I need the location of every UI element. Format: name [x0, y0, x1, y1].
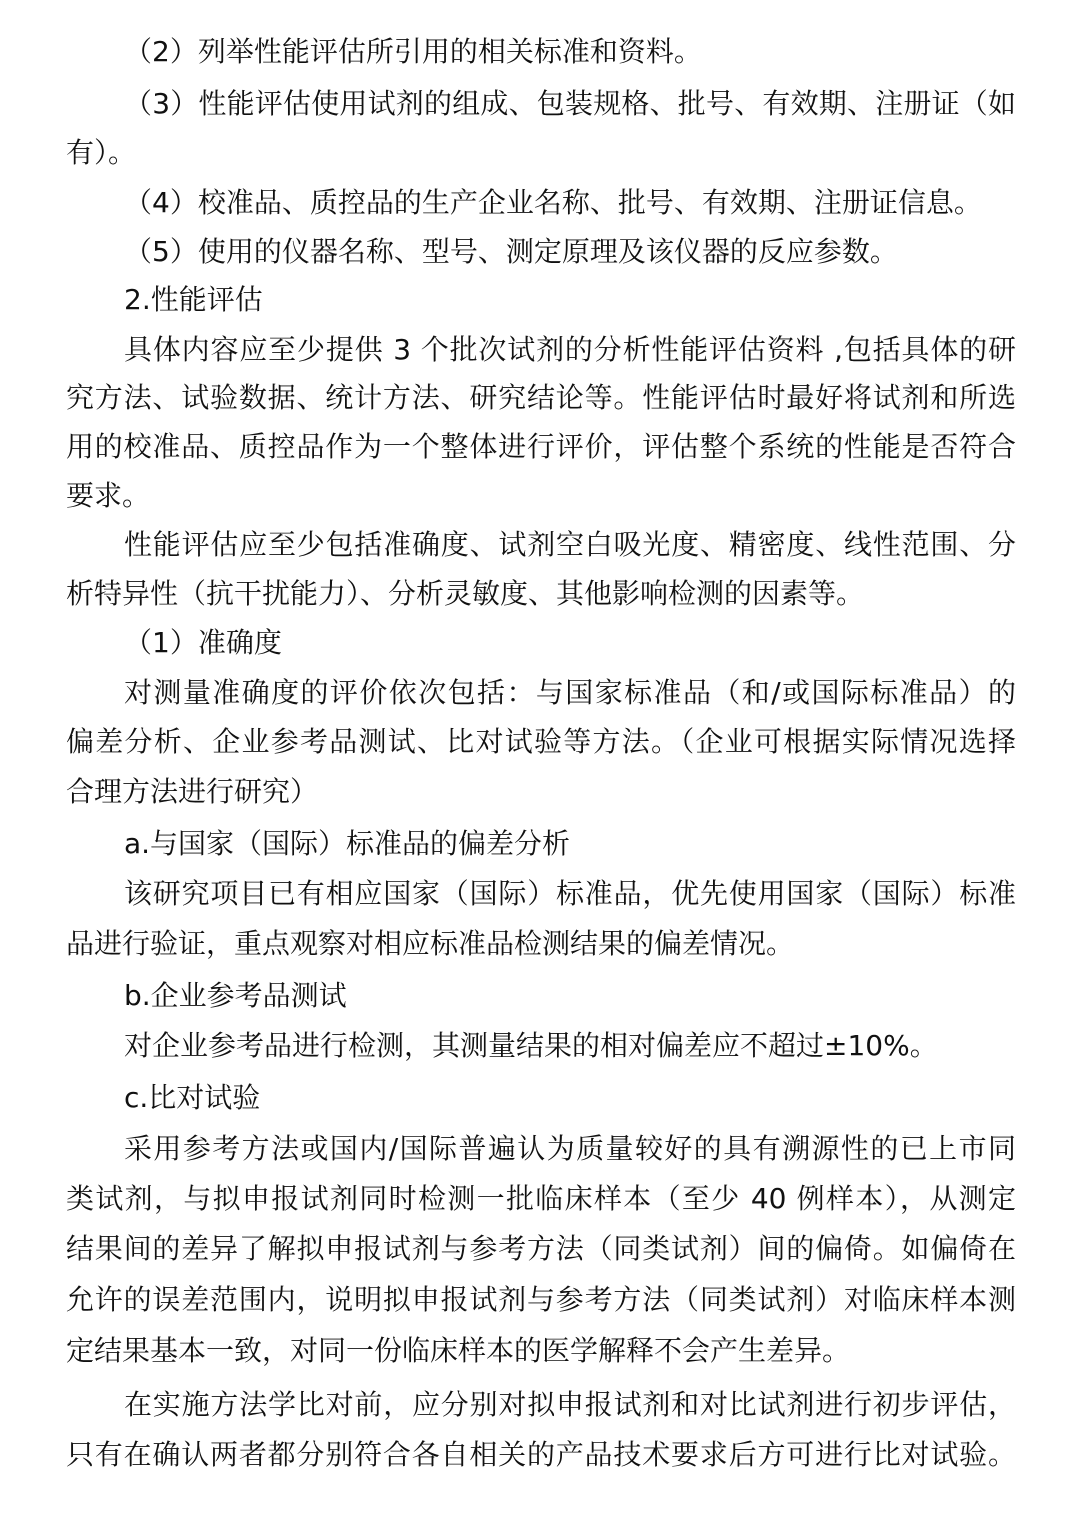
text-line: （2）列举性能评估所引用的相关标准和资料。 — [124, 35, 702, 68]
text-line: 定结果基本一致，对同一份临床样本的医学解释不会产生差异。 — [66, 1334, 851, 1367]
text-line: 析特异性（抗干扰能力）、分析灵敏度、其他影响检测的因素等。 — [66, 577, 865, 610]
text-line: 对测量准确度的评价依次包括：与国家标准品（和/或国际标准品）的 — [124, 676, 1016, 709]
text-line: 允许的误差范围内，说明拟申报试剂与参考方法（同类试剂）对临床样本测 — [66, 1283, 1016, 1316]
text-line: 该研究项目已有相应国家（国际）标准品，优先使用国家（国际）标准 — [124, 877, 1016, 910]
text-line: （3）性能评估使用试剂的组成、包装规格、批号、有效期、注册证（如 — [124, 87, 1016, 120]
subheading: a.与国家（国际）标准品的偏差分析 — [124, 827, 571, 860]
text-line: 类试剂，与拟申报试剂同时检测一批临床样本（至少 40 例样本），从测定 — [66, 1182, 1016, 1215]
text-line: 采用参考方法或国内/国际普遍认为质量较好的具有溯源性的已上市同 — [124, 1132, 1016, 1165]
text-line: 究方法、试验数据、统计方法、研究结论等。性能评估时最好将试剂和所选 — [66, 381, 1016, 414]
subheading: （1）准确度 — [124, 626, 282, 659]
text-line: 结果间的差异了解拟申报试剂与参考方法（同类试剂）间的偏倚。如偏倚在 — [66, 1232, 1016, 1265]
section-heading: 2.性能评估 — [124, 283, 263, 316]
text-line: （4）校准品、质控品的生产企业名称、批号、有效期、注册证信息。 — [124, 186, 982, 219]
text-line: 品进行验证，重点观察对相应标准品检测结果的偏差情况。 — [66, 927, 795, 960]
text-line: 只有在确认两者都分别符合各自相关的产品技术要求后方可进行比对试验。 — [66, 1438, 1016, 1471]
text-line: 要求。 — [66, 479, 151, 512]
subheading: c.比对试验 — [124, 1081, 261, 1114]
text-line: （5）使用的仪器名称、型号、测定原理及该仪器的反应参数。 — [124, 235, 898, 268]
text-line: 偏差分析、企业参考品测试、比对试验等方法。（企业可根据实际情况选择 — [66, 725, 1016, 758]
text-line: 在实施方法学比对前，应分别对拟申报试剂和对比试剂进行初步评估， — [124, 1388, 1016, 1421]
text-line: 用的校准品、质控品作为一个整体进行评价，评估整个系统的性能是否符合 — [66, 430, 1016, 463]
text-line: 对企业参考品进行检测，其测量结果的相对偏差应不超过±10%。 — [124, 1029, 938, 1062]
text-line: 性能评估应至少包括准确度、试剂空白吸光度、精密度、线性范围、分 — [124, 528, 1016, 561]
text-line: 合理方法进行研究） — [66, 775, 319, 808]
subheading: b.企业参考品测试 — [124, 979, 347, 1012]
text-line: 有）。 — [66, 136, 137, 169]
text-line: 具体内容应至少提供 3 个批次试剂的分析性能评估资料 ,包括具体的研 — [124, 333, 1016, 366]
